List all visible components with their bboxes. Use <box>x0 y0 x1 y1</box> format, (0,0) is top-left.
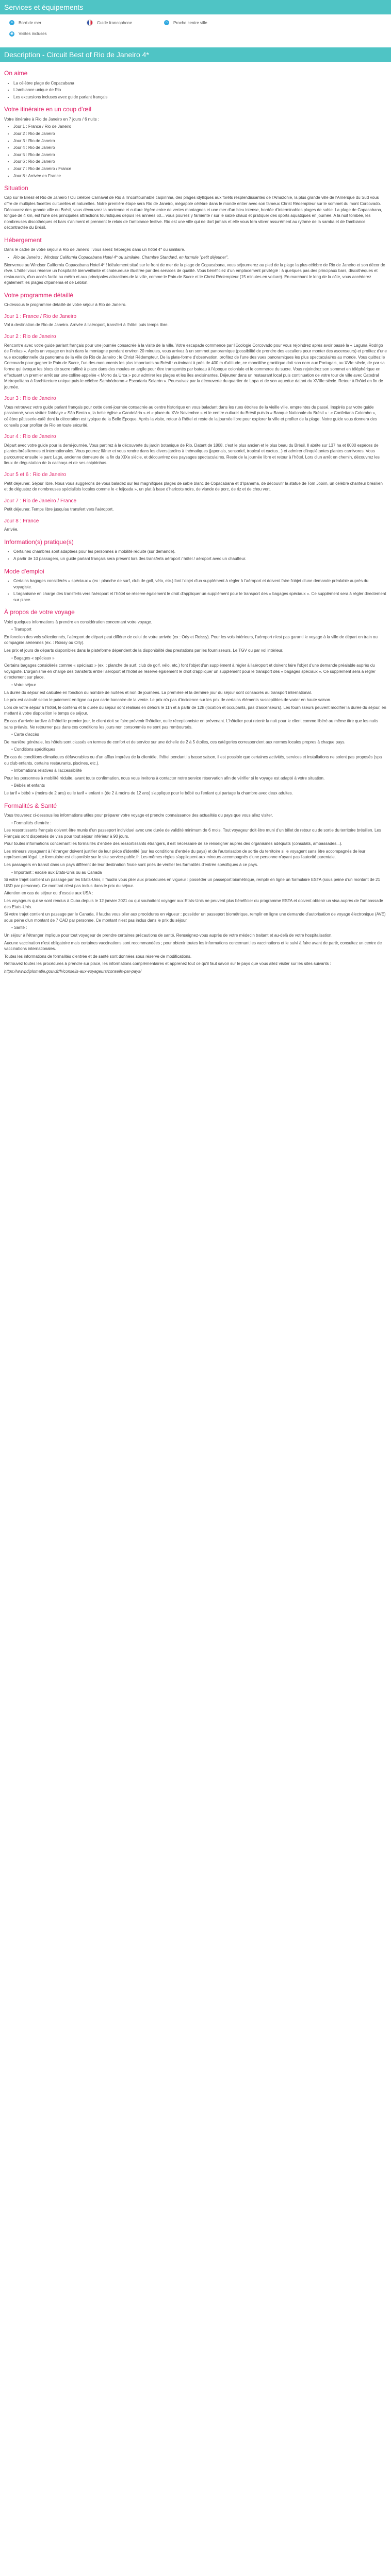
services-grid <box>0 14 391 44</box>
informations-list <box>4 549 387 562</box>
description-heading: Description - Circuit Best of Rio de Janeiro 4* <box>0 47 391 62</box>
on-aime-list <box>4 80 387 100</box>
list-item: • Rio de Janeiro : Windsor California Copacabana Hotel 4* ou similaire, Chambre Standard, en formule "petit déjeuner". <box>13 255 387 261</box>
section-label: • Conditions spécifiques <box>11 747 387 753</box>
day-text: Arrivée. <box>4 527 19 532</box>
service-item-proche-centre-ville <box>164 20 241 26</box>
programme-intro: Ci-dessous le programme détaillé de votre séjour à Rio de Janeiro. <box>4 302 127 308</box>
sightseeing-icon: ◉ <box>9 31 14 37</box>
day-text: Départ avec votre guide pour la demi-journée. Vous partirez à la découverte du jardin botanique de Rio. Datant de 1808, c'est le plus ancien et le plus beau du Brésil. Il abrite sur 137 ha et 8000 espèces de plantes brésiliennes et internationales. Vous pourrez flâner et vous rendre dans les divers jardins à thématiques (japonais, sensoriel, tropical et cactus...) et admirer d'inquiétantes plantes carnivores. Vous parcourrez ensuite le parc Lage, ancienne demeure de la fin du XIXe siècle, et découvrirez des paysages spectaculaires. Reste de la journée libre et retour à l'hôtel. Lors d'un arrêt en chemin, découvrez les lieux de dégustation de la cachaça et de ses caipirinhas. <box>4 443 380 466</box>
section-paragraph: Si votre trajet contient un passage par le Canada, il faudra vous plier aux procédures en vigueur : posséder un passeport biométrique, remplir en ligne une demande d'autorisation de voyage électronique (AVE) sous peine d'un montant de 7 CAD par personne. Ce montant n'est pas inclus dans le prix du séjour. <box>4 912 386 923</box>
list-item: • Jour 3 : Rio de Janeiro <box>13 138 387 144</box>
service-label: Bord de mer <box>19 20 42 25</box>
a-propos-section <box>4 783 387 789</box>
a-propos-section <box>4 747 387 753</box>
section-paragraph: Les voyageurs qui se sont rendus à Cuba depuis le 12 janvier 2021 ou qui souhaitent voyager aux Etats-Unis ne peuvent plus bénéficier du programme ESTA et doivent obtenir un visa auprès de l'ambassade des Etats-Unis. <box>4 899 383 909</box>
section-paragraph: De manière générale, les hôtels sont classés en termes de confort et de service sur une échelle de 2 à 5 étoiles, ces catégories correspondent aux normes locales propres à chaque pays. <box>4 739 346 744</box>
list-item: • Jour 7 : Rio de Janeiro / France <box>13 166 387 172</box>
day-title: Jour 2 : Rio de Janeiro <box>4 334 56 340</box>
formalites-title: Formalités & Santé <box>4 802 57 809</box>
day-title: Jour 8 : France <box>4 518 39 524</box>
service-label: Guide francophone <box>97 20 133 25</box>
section-paragraph: Pour les personnes à mobilité réduite, avant toute confirmation, nous vous invitons à contacter notre service réservation afin de vérifier si le voyage est adapté à votre situation. <box>4 775 325 781</box>
section-paragraph: En cas de conditions climatiques défavorables ou d'un afflux imprévu de la clientèle, l'hôtel pendant la basse saison, il est possible que certaines activités, services et installations ne soient pas proposés (spa ou club enfants, certains restaurants, piscines, etc.). <box>4 754 382 766</box>
list-item: • Jour 8 : Arrivée en France <box>13 173 387 179</box>
section-label: • Transport <box>11 626 387 633</box>
french-flag-icon <box>87 20 93 26</box>
section-paragraph[interactable]: https://www.diplomatie.gouv.fr/fr/conseils-aux-voyageurs/conseils-par-pays/ <box>4 969 142 974</box>
hebergement-list <box>4 255 387 261</box>
section-paragraph: Les ressortissants français doivent être munis d'un passeport individuel avec une durée de validité minimum de 6 mois. Tout voyageur doit être muni d'un billet de retour ou de sortie du territoire brésilien. Les Français sont dispensés de visa pour tout séjour inférieur à 90 jours. <box>4 828 381 839</box>
a-propos-section <box>4 768 387 774</box>
list-item: • A partir de 10 passagers, un guide parlant français sera présent lors des transferts aéroport / hôtel / aéroport avec un chauffeur. <box>13 556 387 562</box>
section-label: • Carte d'accès <box>11 732 387 738</box>
section-label: • Informations relatives à l'accessibilité <box>11 768 387 774</box>
description-content <box>0 62 391 984</box>
section-paragraph: Toutes les informations de formalités d'entrée et de santé sont données sous réserve de modifications. <box>4 954 192 959</box>
wave-icon: ≈ <box>9 20 14 25</box>
formalites-section <box>4 820 387 826</box>
section-label: • Bébés et enfants <box>11 783 387 789</box>
section-label: • Santé : <box>11 925 387 931</box>
list-item: • L'ambiance unique de Rio <box>13 87 387 93</box>
section-paragraph: Les passagers en transit dans un pays différent de leur destination finale sont priés de vérifier les formalités d'entrée spécifiques à ce pays. <box>4 862 258 868</box>
list-item: • Jour 1 : France / Rio de Janeiro <box>13 124 387 130</box>
service-label: Proche centre ville <box>173 20 207 25</box>
service-item-visites-incluses <box>9 31 87 37</box>
informations-title: Information(s) pratique(s) <box>4 538 74 546</box>
section-paragraph: Le prix est calculé selon le paiement en ligne ou par carte bancaire de la vente. Le prix n'a pas d'incidence sur les prix de certains éléments susceptibles de varier en haute saison. <box>4 698 332 703</box>
day-text: Vous retrouvez votre guide parlant français pour cette demi-journée consacrée au centre historique en vous baladant dans les rues étroites de la vieille ville, empreintes du passé. Inspirés par votre guide passionné, vous visitez l'abbaye « São Bento », la belle église « Candelária » et « place du XVe Novembre » et le centre culturel du Brésil puis la « Banque Nationale du Brésil » : « Confeitaria Colombo », célèbre pâtisserie-café dont la décoration est typique de la Belle Époque. Après la visite, retour à l'hôtel et reste de la journée libre pour explorer la ville et profiter de la plage. Notre guide vous donnera des conseils pour profiter de Rio en toute sécurité. <box>4 404 377 428</box>
section-paragraph: La durée du séjour est calculée en fonction du nombre de nuitées et non de journées. La première et la dernière jour du séjour sont consacrés au transport international. <box>4 690 312 695</box>
formalites-intro: Vous trouverez ci-dessous les informations utiles pour préparer votre voyage et prendre connaissance des actualités du pays que vous allez visiter. <box>4 812 273 818</box>
list-item: • Jour 5 : Rio de Janeiro <box>13 152 387 158</box>
services-heading: Services et équipements <box>0 0 391 14</box>
day-title: Jour 5 et 6 : Rio de Janeiro <box>4 472 67 478</box>
situation-title: Situation <box>4 184 28 192</box>
list-item: • Jour 4 : Rio de Janeiro <box>13 145 387 151</box>
a-propos-section <box>4 732 387 738</box>
service-label: Visites incluses <box>19 31 47 37</box>
section-paragraph: Pour toutes informations concernant les formalités d'entrée des ressortissants étrangers, il est nécessaire de se renseigner auprès des organismes adéquats (consulats, ambassades...). <box>4 841 343 846</box>
section-paragraph: Si votre trajet contient un passage par les Etats-Unis, il faudra vous plier aux procédures en vigueur : posséder un passeport biométrique, remplir en ligne un formulaire ESTA (sous peine d'un montant de 21 USD par personne). Ce montant n'est pas inclus dans le prix du séjour. <box>4 877 380 888</box>
section-paragraph: En fonction des vols sélectionnés, l'aéroport de départ peut différer de celui de votre arrivée (ex : Orly et Roissy). Pour les vols intérieurs, l'aéroport n'est pas garanti le voyage à la ville de départ en train ou compagnie aériennes (ex. : Roissy ou Orly). <box>4 634 378 646</box>
day-text: Vol à destination de Rio de Janeiro. Arrivée à l'aéroport, transfert à l'hôtel puis temps libre. <box>4 323 169 328</box>
a-propos-section <box>4 682 387 688</box>
list-item: • Certaines chambres sont adaptées pour les personnes à mobilité réduite (sur demande). <box>13 549 387 555</box>
mode-emploi-list <box>4 578 387 603</box>
day-text: Petit déjeuner. Temps libre jusqu'au transfert vers l'aéroport. <box>4 507 114 512</box>
section-paragraph: Les mineurs voyageant à l'étranger doivent justifier de leur pièce d'identité (sur les conditions d'entrée du pays) et de l'autorisation de sortie du territoire si le voyagent sans être accompagnés de leur représentant légal. Le formulaire est disponible sur le site service-public.fr. Les mêmes règles s'appliquent aux mineurs accompagnés d'une personne n'ayant pas l'autorité parentale. <box>4 849 366 860</box>
a-propos-section <box>4 655 387 662</box>
list-item: • Jour 6 : Rio de Janeiro <box>13 159 387 165</box>
section-label: • Votre séjour <box>11 682 387 688</box>
formalites-section <box>4 870 387 876</box>
hebergement-intro: Dans le cadre de votre séjour à Rio de Janeiro : vous serez hébergés dans un hôtel 4* ou similaire. <box>4 247 185 252</box>
section-label: • Bagages « spéciaux » <box>11 655 387 662</box>
service-item-bord-de-mer <box>9 20 87 26</box>
day-title: Jour 4 : Rio de Janeiro <box>4 434 56 440</box>
on-aime-title: On aime <box>4 70 28 77</box>
section-label: • Formalités d'entrée : <box>11 820 387 826</box>
section-paragraph: Le tarif « bébé » (moins de 2 ans) ou le tarif « enfant » (de 2 à moins de 12 ans) s'applique pour le bébé ou l'enfant qui partage la chambre avec deux adultes. <box>4 790 293 795</box>
list-item: • Les excursions incluses avec guide parlant français <box>13 94 387 100</box>
programme-title: Votre programme détaillé <box>4 292 74 299</box>
section-paragraph: Lors de votre séjour à l'hôtel, le contenu et la durée du séjour sont réalisés en dehors le 11h et à partir de 12h (location et occupants, pas d'ascenseurs). Les fournisseurs peuvent modifier la durée du séjour, en mettant à votre disposition le temps de séjour. <box>4 705 386 716</box>
section-paragraph: Un séjour à l'étranger implique pour tout voyageur de prendre certaines précautions de santé. Renseignez-vous auprès de votre médecin traitant et au-delà de votre hospitalisation. <box>4 933 333 938</box>
day-text: Petit déjeuner. Séjour libre. Nous vous suggérons de vous baladez sur les magnifiques plages de sable blanc de Copacabana et d'Ipanema, de découvrir la statue de Tom Jobim, un célèbre chanteur brésilien et de dégustez de nombreuses spécialités locales comme le « feijoada », un plat à base d'haricots noirs, de viande de porc, de riz et de chou vert. <box>4 481 383 492</box>
list-item: • Jour 2 : Rio de Janeiro <box>13 131 387 137</box>
hebergement-text: Bienvenue au Windsor California Copacabana Hotel 4* ! Idéalement situé sur le front de mer de la plage de Copacabana, vous séjournerez au pied de la plage la plus célèbre de Rio de Janeiro et son décor de rêve. L'hôtel vous réserve un hospitalité bienveillante et chaleureuse illustrée par des services de qualité. Vous bénéficiez d'un emplacement privilégié : à quelques pas des principaux bars, discothèques et restaurants, d'un accès facile au métro et aux principales attractions de la ville, comme le Pain de Sucre et le Christ Rédempteur (15 minutes en voiture). En marchant le long de la côte, vous accéderez également les plages d'Ipanema et de Leblon. <box>4 262 385 285</box>
mode-emploi-title: Mode d'emploi <box>4 567 44 575</box>
section-paragraph: Retrouvez toutes les procédures à prendre sur place, les informations complémentaires et apprenez tout ce qu'il faut savoir sur le pays que vous allez visiter sur les sites suivants : <box>4 961 331 967</box>
section-paragraph: Certains bagages considérés comme « spéciaux » (ex. : planche de surf, club de golf, vélo, etc.) font l'objet d'un supplément à régler à l'aéroport et doivent faire l'objet d'une demande préalable auprès du voyagiste. L'organisme en charge des transferts entre l'aéroport et l'hôtel se réserve également le droit d'appliquer un supplément pour le transport des « bagages spéciaux ». Ce supplément sera à régler directement sur place. <box>4 663 376 680</box>
section-paragraph: En cas d'arrivée tardive à l'hôtel le premier jour, le client doit se faire prévenir l'hôtelier, ou le réceptionniste en prévenant. L'hôtelier peut retenir la nuit pour le client comme libéré au même titre que les nuits sans préavis. Ne retourner pas dans ces conditions les jours non consommés ne sont pas remboursés. <box>4 719 379 730</box>
a-propos-title: À propos de votre voyage <box>4 608 75 616</box>
a-propos-intro: Voici quelques informations à prendre en considération concernant votre voyage. <box>4 619 152 624</box>
section-label: • Important : escale aux Etats-Unis ou au Canada <box>11 870 387 876</box>
day-title: Jour 3 : Rio de Janeiro <box>4 396 56 402</box>
section-paragraph: Aucune vaccination n'est obligatoire mais certaines vaccinations sont recommandées ; pour obtenir toutes les informations concernant les vaccinations et le suivi à faire avant de partir, consultez un centre de vaccinations internationales. <box>4 940 382 952</box>
service-item-guide-francophone <box>87 20 164 26</box>
day-text: Rencontre avec votre guide parlant français pour une journée consacrée à la visite de la ville. Votre escapade commence par l'Ecologie Corcovado pour vous rejoindrez après avoir passé la « Laguna Rodrigo de Freitas ». Après un voyage en train dans la montagne pendant environ 20 minutes, vous arrivez à un sommet panoramique (possibilité de prendre des escaliers pour monter des ascenseurs) et profitez d'une vue exceptionnelle du panorama de la ville de Rio de Janeiro : le Christ Rédempteur. De la plate-forme d'observation, profitez de l'une des vues panoramiques les plus spectaculaires au monde. Vous quittez le Corcovado pour gagner le Pain de Sucre, l'un des monuments les plus importants au Brésil : culminant à près de 400 m d'altitude, ce monolithe granitique doit son nom aux Portugais, au XVIe siècle, de par sa forme qui évoque les blocs de sucre raffiné à place dans des moules en argile pour être transportés par bateau à l'époque coloniale et le commerce du sucre. Vous rejoindrez son sommet en téléphérique en effectuant un premier arrêt sur une colline appelée « Morro da Urca » pour admirer les plages et les îles avoisinantes. Déjeuner dans un restaurant local puis continuation de votre tour de ville avec Catedral Metropolitana à l'architecture unique puis le célèbre Sambódromo « Escadaria Selarón ». Poursuivez par la découverte du quartier de Lapa et de son aqueduc datant du XVIIIe siècle. Retour à l'hôtel en fin de journée. <box>4 343 387 389</box>
day-title: Jour 1 : France / Rio de Janeiro <box>4 313 77 319</box>
formalites-section <box>4 925 387 931</box>
city-icon: ⌂ <box>164 20 169 25</box>
section-paragraph: Attention en cas de séjour ou d'escale aux USA : <box>4 891 93 896</box>
list-item: • L'organisme en charge des transferts vers l'aéroport et l'hôtel se réserve également le droit d'appliquer un supplément pour le transport des « bagages spéciaux ». Ce supplément sera à régler directement sur place. <box>13 591 387 603</box>
hebergement-title: Hébergement <box>4 236 42 244</box>
itinerary-intro: Votre itinéraire à Rio de Janeiro en 7 jours / 6 nuits : <box>4 116 100 122</box>
itinerary-list <box>4 124 387 179</box>
list-item: • La célèbre plage de Copacabana <box>13 80 387 87</box>
day-title: Jour 7 : Rio de Janeiro / France <box>4 498 77 504</box>
itinerary-title: Votre itinéraire en un coup d'œil <box>4 106 92 113</box>
list-item: • Certains bagages considérés « spéciaux » (ex : planche de surf, club de golf, vélo, etc.) font l'objet d'un supplément à régler à l'aéroport et doivent faire l'objet d'une demande préalable auprès du voyagiste. <box>13 578 387 590</box>
situation-text: Cap sur le Brésil et Rio de Janeiro ! Ou célèbre Carnaval de Rio à l'incontournable caipirinha, des plages idylliques aux forêts resplendissantes de l'Amazonie, la plus grande ville de l'Amérique du Sud vous offre de multiples facettes culturelles et naturelles. Notre première étape sera Rio de Janeiro, mégapole célèbre dans le monde entier avec son fameux Christ Rédempteur sur le sommet du mont Corcovado. Découvrez des grande ville du Brésil, vous découvrez la ancienne et culture légère entre de vertes montagnes et une mer d'un bleu intense, bordée d'interminables plages de sable. La plage de Copacabana, longue de 4 km, est l'une des principales attractions touristiques depuis les années 60... vous pourrez y farniente r sur le sable chaud et pratiquer des sports aquatiques en journée. A la nuit tombée, les nombreuses discothèques et bars s'animent et prennent le relais de l'ambiance festive. Rio est une ville qui ne dort jamais et elle vous fera vibrer assurément au rythme de la samba et de l'ambiance décontractée du Brésil. <box>4 195 382 230</box>
a-propos-section <box>4 626 387 633</box>
section-paragraph: Les prix et jours de départs disponibles dans la plateforme dépendent de la disponibilité des prestations par les fournisseurs. Le TGV ou par vol intérieur. <box>4 648 284 653</box>
